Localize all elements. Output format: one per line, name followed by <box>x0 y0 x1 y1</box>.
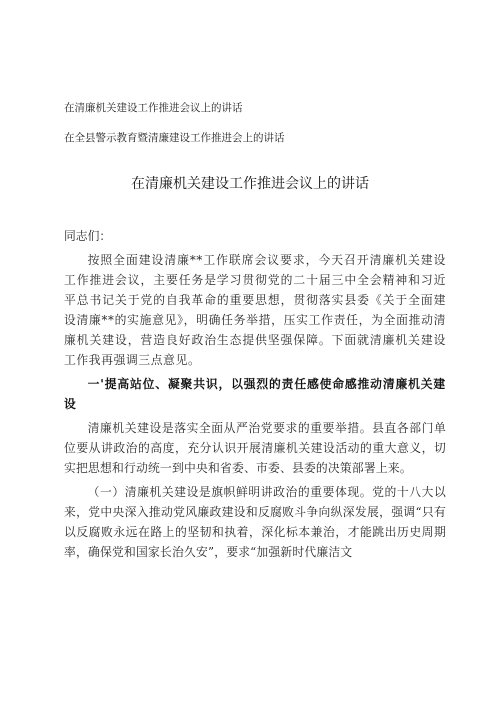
table-of-contents <box>64 100 444 146</box>
section-heading-one: 一'提高站位、凝聚共识，以强烈的责任感使命感推动清廉机关建设 <box>64 377 446 411</box>
body-paragraph-intro: 按照全面建设清廉**工作联席会议要求，今天召开清廉机关建设工作推进会议，主要任务是学习贯彻党的二十届三中全会精神和习近平总书记关于党的自我革命的重要思想，贯彻落实县委《关于全面建设清廉**的实施意见》，明确任务举措，压实工作责任，为全面推动清廉机关建设，营造良好政治生态提供坚强保障。下面就清廉机关建设工作我再强调三点意见。 <box>64 253 446 367</box>
document-body <box>64 226 446 562</box>
document-title: 在清廉机关建设工作推进会议上的讲话 <box>131 176 369 192</box>
body-paragraph-significance: 清廉机关建设是落实全面从严治党要求的重要举措。县直各部门单位要从讲政治的高度，充分认识开展清廉机关建设活动的重大意义，切实把思想和行动统一到中央和省委、市委、县委的决策部署上来。 <box>64 421 446 475</box>
body-paragraph-subpoint-one: （一）清廉机关建设是旗帜鲜明讲政治的重要体现。党的十八大以来，党中央深入推动党风廉政建设和反腐败斗争向纵深发展，强调“只有以反腐败永远在路上的坚韧和执着，深化标本兼治，才能跳出历史周期率，确保党和国家长治久安”，要求“加强新时代廉洁文 <box>64 485 446 559</box>
toc-item-speech-clean-organs[interactable]: 在清廉机关建设工作推进会议上的讲话 <box>64 102 243 114</box>
salutation: 同志们： <box>64 229 112 243</box>
toc-item-speech-warning-education[interactable]: 在全县警示教育暨清廉建设工作推进会上的讲话 <box>64 132 285 144</box>
